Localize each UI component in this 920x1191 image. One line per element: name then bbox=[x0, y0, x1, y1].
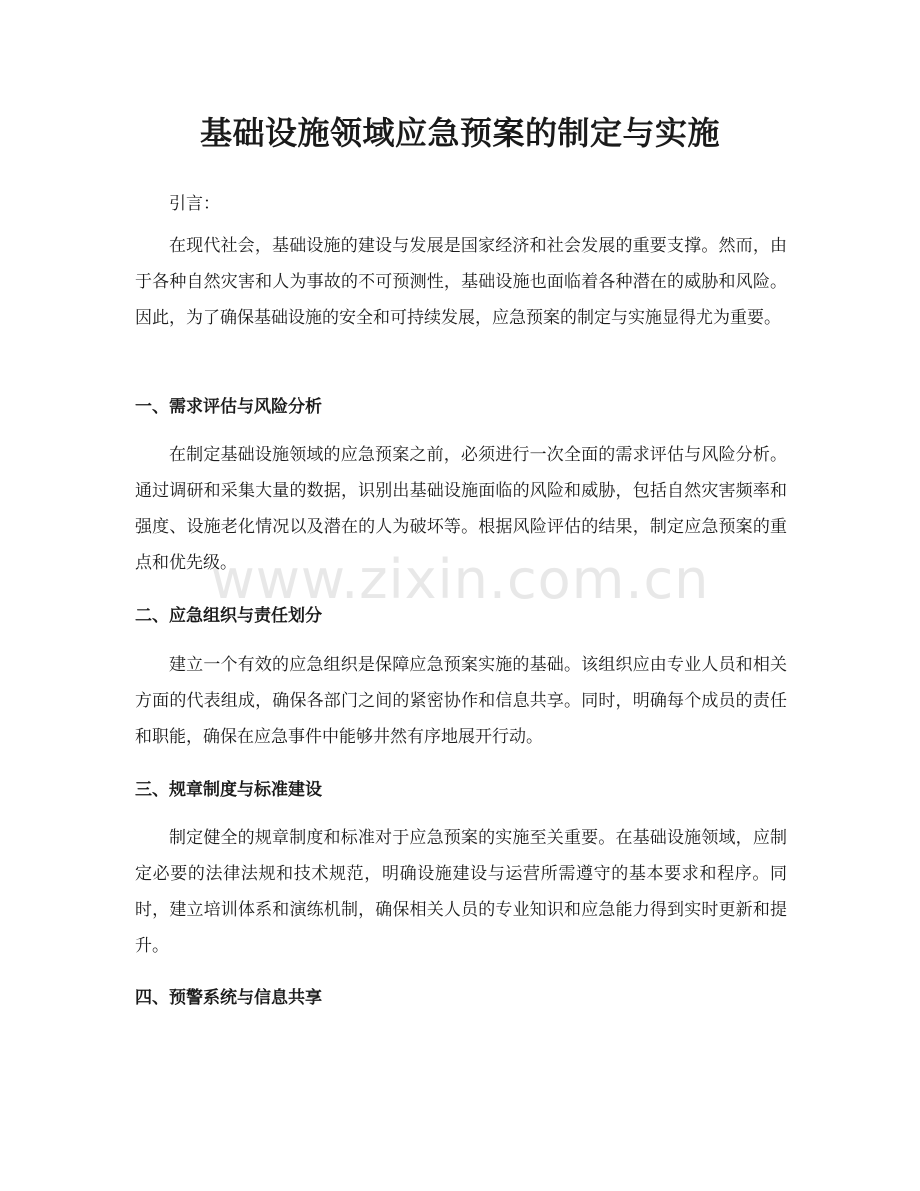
intro-label: 引言： bbox=[169, 194, 220, 214]
section-heading-1: 一、需求评估与风险分析 bbox=[135, 397, 322, 417]
section-heading-4: 四、预警系统与信息共享 bbox=[135, 988, 322, 1008]
intro-paragraph: 在现代社会，基础设施的建设与发展是国家经济和社会发展的重要支撑。然而，由于各种自然灾害和人为事故的不可预测性，基础设施也面临着各种潜在的威胁和风险。因此，为了确保基础设施的安全和可持续发展，应急预案的制定与实施显得尤为重要。 bbox=[135, 236, 787, 328]
document-title: 基础设施领域应急预案的制定与实施 bbox=[199, 114, 720, 152]
section-paragraph-3: 制定健全的规章制度和标准对于应急预案的实施至关重要。在基础设施领域，应制定必要的法律法规和技术规范，明确设施建设与运营所需遵守的基本要求和程序。同时，建立培训体系和演练机制，确保相关人员的专业知识和应急能力得到实时更新和提升。 bbox=[135, 828, 787, 956]
section-paragraph-2: 建立一个有效的应急组织是保障应急预案实施的基础。该组织应由专业人员和相关方面的代表组成，确保各部门之间的紧密协作和信息共享。同时，明确每个成员的责任和职能，确保在应急事件中能够井然有序地展开行动。 bbox=[135, 655, 787, 747]
section-heading-2: 二、应急组织与责任划分 bbox=[135, 606, 322, 626]
watermark: www.zixin.com.cn bbox=[210, 548, 710, 611]
section-paragraph-1: 在制定基础设施领域的应急预案之前，必须进行一次全面的需求评估与风险分析。通过调研和采集大量的数据，识别出基础设施面临的风险和威胁，包括自然灾害频率和强度、设施老化情况以及潜在的人为破坏等。根据风险评估的结果，制定应急预案的重点和优先级。 bbox=[135, 445, 787, 573]
section-heading-3: 三、规章制度与标准建设 bbox=[135, 780, 322, 800]
